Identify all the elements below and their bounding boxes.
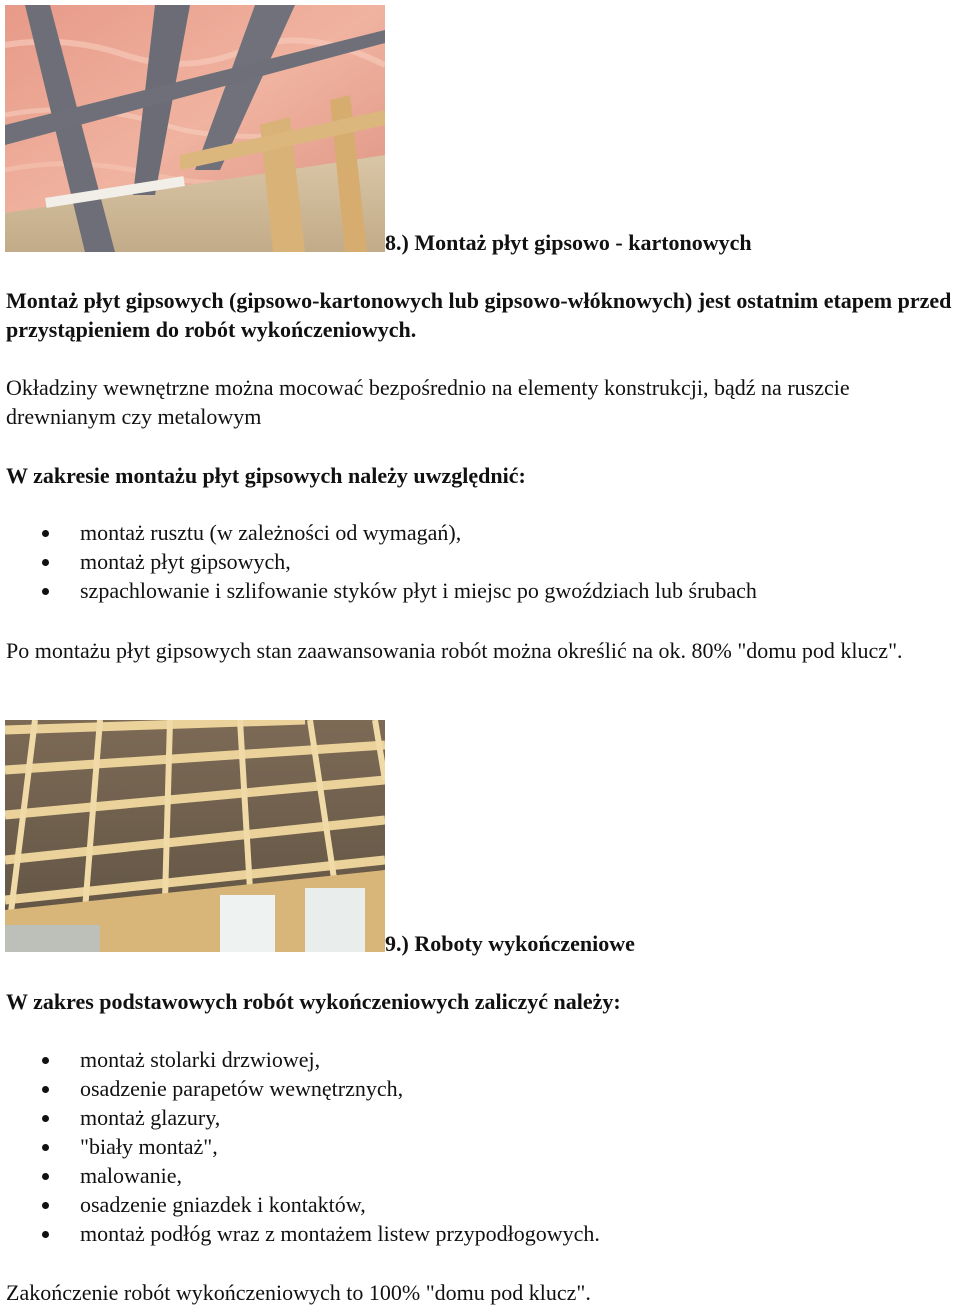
list-item: montaż glazury,	[0, 1103, 600, 1132]
list-item: osadzenie parapetów wewnętrznych,	[0, 1074, 600, 1103]
list-item: "biały montaż",	[0, 1132, 600, 1161]
list-item: montaż podłóg wraz z montażem listew przypodłogowych.	[0, 1219, 600, 1248]
list-item: montaż stolarki drzwiowej,	[0, 1045, 600, 1074]
bullet-icon	[42, 530, 49, 537]
list-item: malowanie,	[0, 1161, 600, 1190]
section-9-list	[0, 1045, 600, 1248]
ceiling-battens-photo	[5, 720, 385, 952]
bullet-icon	[42, 588, 49, 595]
section-9-heading: 9.) Roboty wykończeniowe	[385, 931, 635, 956]
bullet-icon	[42, 1115, 49, 1122]
section-8-closing: Po montażu płyt gipsowych stan zaawansowania robót można określić na ok. 80% "domu pod klucz".	[6, 638, 903, 663]
bullet-icon	[42, 1173, 49, 1180]
list-item: osadzenie gniazdek i kontaktów,	[0, 1190, 600, 1219]
section-9-closing: Zakończenie robót wykończeniowych to 100% "domu pod klucz".	[6, 1280, 591, 1305]
ceiling-insulation-photo	[5, 5, 385, 252]
bullet-icon	[42, 559, 49, 566]
list-item: szpachlowanie i szlifowanie styków płyt i miejsc po gwoździach lub śrubach	[0, 576, 757, 605]
section-8-list-heading: W zakresie montażu płyt gipsowych należy uwzględnić:	[6, 463, 526, 488]
section-8-heading: 8.) Montaż płyt gipsowo - kartonowych	[385, 230, 752, 255]
bullet-icon	[42, 1144, 49, 1151]
bullet-icon	[42, 1057, 49, 1064]
section-8-paragraph: Okładziny wewnętrzne można mocować bezpośrednio na elementy konstrukcji, bądź na ruszcie drewnianym czy metalowym	[6, 375, 850, 429]
bullet-icon	[42, 1086, 49, 1093]
section-8-intro: Montaż płyt gipsowych (gipsowo-kartonowych lub gipsowo-włóknowych) jest ostatnim etapem przed przystąpieniem do robót wykończeniowych.	[6, 288, 952, 342]
list-item: montaż płyt gipsowych,	[0, 547, 757, 576]
bullet-icon	[42, 1231, 49, 1238]
list-item: montaż rusztu (w zależności od wymagań),	[0, 518, 757, 547]
section-9-list-heading: W zakres podstawowych robót wykończeniowych zaliczyć należy:	[6, 989, 621, 1014]
section-8-list	[0, 518, 757, 605]
bullet-icon	[42, 1202, 49, 1209]
